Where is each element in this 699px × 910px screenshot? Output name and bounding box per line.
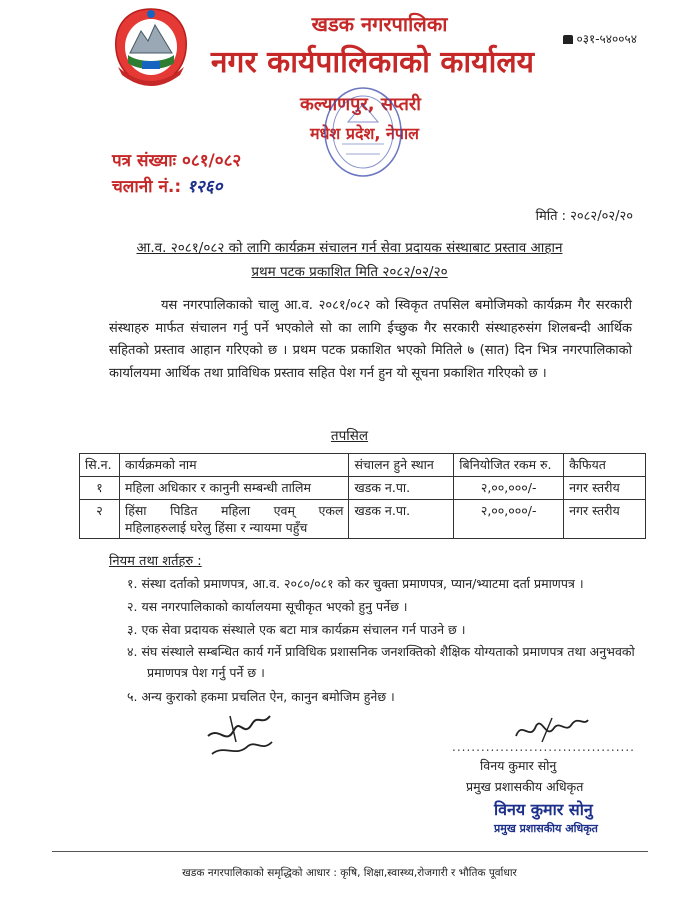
footer-divider: [52, 851, 648, 852]
office-name: नगर कार्यपालिकाको कार्यालय: [210, 45, 535, 80]
rule-item: १. संस्था दर्ताको प्रमाणपत्र, आ.व. २०८०/०८१ को कर चुक्ता प्रमाणपत्र, प्यान/भ्याटमा दर्ता प्रमाणपत्र ।: [127, 576, 584, 591]
cell-amount: २,००,०००/-: [454, 500, 564, 539]
title-stamp: प्रमुख प्रशासकीय अधिकृत: [494, 822, 598, 835]
phone-number: ०३१-५४००५४: [563, 30, 638, 47]
cell-remarks: नगर स्तरीय: [564, 500, 646, 539]
cell-place: खडक न.पा.: [349, 477, 454, 500]
office-province: मधेश प्रदेश, नेपाल: [310, 124, 419, 143]
municipality-name: खडक नगरपालिका: [311, 12, 448, 36]
col-sn: सि.न.: [80, 454, 120, 477]
patra-sankhya: पत्र संख्याः ०८१/०८२: [112, 151, 242, 171]
publish-date-line: प्रथम पटक प्रकाशित मिति २०८२/०२/२०: [251, 264, 448, 280]
cell-place: खडक न.पा.: [349, 500, 454, 539]
annex-title: तपसिल: [330, 428, 369, 444]
col-amount: बिनियोजित रकम रु.: [454, 454, 564, 477]
rule-item: ४. संघ संस्थाले सम्बन्धित कार्य गर्ने प्राविधिक प्रशासनिक जनशक्तिको शैक्षिक योग्यताको प्रमाणपत्र तथा अनुभवको: [127, 644, 635, 659]
col-program-name: कार्यक्रमको नाम: [119, 454, 348, 477]
signature-line: ......................................: [452, 740, 635, 754]
chalani-number: चलानी नं.: १२६०: [112, 177, 223, 197]
office-location: कल्याणपुर, सप्तरी: [300, 94, 421, 115]
cell-program-name: हिंसा पिडित महिला एवम् एकल महिलाहरुलाई घरेलु हिंसा र न्यायमा पहुँच: [119, 500, 348, 539]
program-table: [79, 453, 646, 539]
rule-item-continued: प्रमाणपत्र पेश गर्नु पर्ने छ ।: [147, 665, 265, 680]
cell-sn: १: [80, 477, 120, 500]
handwritten-signature-left-icon: [200, 696, 280, 766]
subject-line: आ.व. २०८१/०८२ को लागि कार्यक्रम संचालन गर्न सेवा प्रदायक संस्थाबाट प्रस्ताव आहान: [136, 240, 563, 256]
footer-slogan: खडक नगरपालिकाको समृद्धिको आधार : कृषि, शिक्षा,स्वास्थ्य,रोजगारी र भौतिक पूर्वाधार: [182, 867, 517, 879]
col-remarks: कैफियत: [564, 454, 646, 477]
rule-item: २. यस नगरपालिकाको कार्यालयमा सूचीकृत भएको हुनु पर्नेछ ।: [127, 599, 408, 614]
office-seal-icon: [320, 82, 406, 194]
cell-remarks: नगर स्तरीय: [564, 477, 646, 500]
rules-title: नियम तथा शर्तहरु :: [109, 554, 202, 569]
signatory-name: विनय कुमार सोनु: [480, 758, 557, 773]
rule-item: ३. एक सेवा प्रदायक संस्थाले एक बटा मात्र कार्यक्रम संचालन गर्न पाउने छ ।: [127, 622, 466, 637]
name-stamp: विनय कुमार सोनु: [494, 800, 593, 819]
rule-item: ५. अन्य कुराको हकमा प्रचलित ऐन, कानुन बमोजिम हुनेछ ।: [127, 689, 395, 704]
letter-date: मिति : २०८२/०२/२०: [535, 209, 633, 224]
table-row: [80, 500, 646, 539]
cell-amount: २,००,०००/-: [454, 477, 564, 500]
cell-program-name: महिला अधिकार र कानुनी सम्बन्धी तालिम: [119, 477, 348, 500]
cell-sn: २: [80, 500, 120, 539]
notice-body: यस नगरपालिकाको चालु आ.व. २०८१/०८२ को स्विकृत तपसिल बमोजिमको कार्यक्रम गैर सरकारी संस्थाहरु मार्फत संचालन गर्नु पर्ने भएकोले सो का लागि ईच्छुक गैर सरकारी संस्थाहरुसंग शिलबन्दी आर्थिक सहितको प्रस्ताव आहान गरिएको छ । प्रथम पटक प्रकाशित भएको मितिले ७ (सात) दिन भित्र नगरपालिकाको कार्यालयमा आर्थिक तथा प्राविधिक प्रस्ताव सहित पेश गर्न हुन यो सूचना प्रकाशित गरिएको छ ।: [109, 298, 632, 381]
signatory-title: प्रमुख प्रशासकीय अधिकृत: [466, 779, 584, 794]
table-header-row: [80, 454, 646, 477]
table-row: [80, 477, 646, 500]
col-place: संचालन हुने स्थान: [349, 454, 454, 477]
